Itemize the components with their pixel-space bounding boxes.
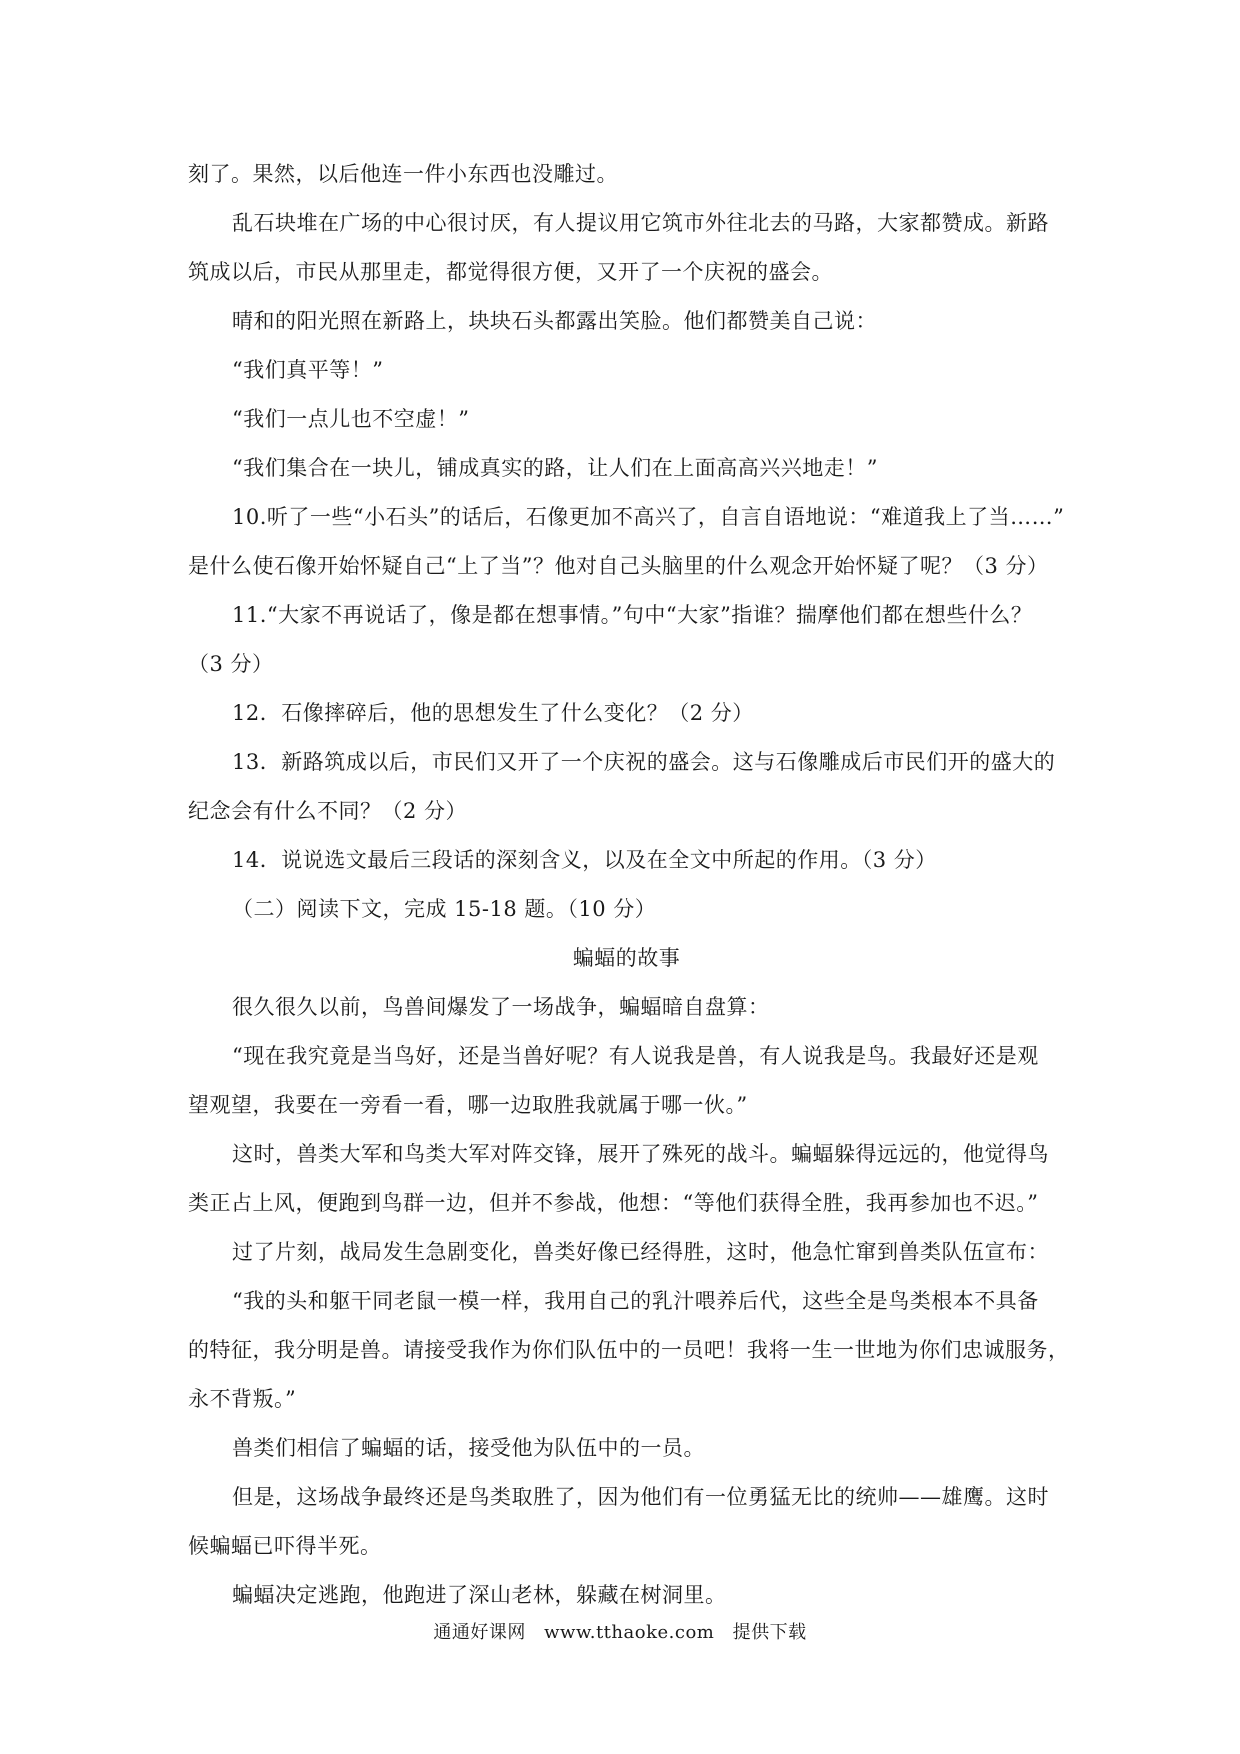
text-line: 蝙蝠决定逃跑，他跑进了深山老林，躲藏在树洞里。: [232, 1583, 727, 1607]
quote-line: “我们一点儿也不空虚！”: [232, 407, 470, 431]
text-line: 兽类们相信了蝙蝠的话，接受他为队伍中的一员。: [232, 1436, 705, 1460]
quote-line: “我的头和躯干同老鼠一模一样，我用自己的乳汁喂养后代，这些全是鸟类根本不具备: [232, 1289, 1039, 1313]
question-10-continued: 是什么使石像开始怀疑自己“上了当”？他对自己头脑里的什么观念开始怀疑了呢？（3 分）: [188, 554, 1049, 578]
quote-line: “我们集合在一块儿，铺成真实的路，让人们在上面高高兴兴地走！”: [232, 456, 878, 480]
question-11-continued: （3 分）: [188, 652, 274, 676]
text-line: 乱石块堆在广场的中心很讨厌，有人提议用它筑市外往北去的马路，大家都赞成。新路: [232, 211, 1049, 235]
footer-suffix: 提供下载: [732, 1622, 807, 1643]
question-10: 10.听了一些“小石头”的话后，石像更加不高兴了，自言自语地说：“难道我上了当……”: [232, 505, 1065, 529]
quote-line: “现在我究竟是当鸟好，还是当兽好呢？有人说我是兽，有人说我是鸟。我最好还是观: [232, 1044, 1039, 1068]
section-heading: （二）阅读下文，完成 15-18 题。（10 分）: [232, 897, 657, 921]
text-line: 刻了。果然，以后他连一件小东西也没雕过。: [188, 162, 618, 186]
text-line: 晴和的阳光照在新路上，块块石头都露出笑脸。他们都赞美自己说：: [232, 309, 877, 333]
text-line: 这时，兽类大军和鸟类大军对阵交锋，展开了殊死的战斗。蝙蝠躲得远远的，他觉得鸟: [232, 1142, 1049, 1166]
page-footer: [0, 1618, 1240, 1644]
text-line: 过了片刻，战局发生急剧变化，兽类好像已经得胜，这时，他急忙窜到兽类队伍宣布：: [232, 1240, 1049, 1264]
text-line: 永不背叛。”: [188, 1387, 297, 1411]
text-line: 望观望，我要在一旁看一看，哪一边取胜我就属于哪一伙。”: [188, 1093, 748, 1117]
text-line: 类正占上风，便跑到鸟群一边，但并不参战，他想：“等他们获得全胜，我再参加也不迟。”: [188, 1191, 1039, 1215]
text-line: 但是，这场战争最终还是鸟类取胜了，因为他们有一位勇猛无比的统帅——雄鹰。这时: [232, 1485, 1049, 1509]
text-line: 候蝙蝠已吓得半死。: [188, 1534, 382, 1558]
question-13-continued: 纪念会有什么不同？（2 分）: [188, 799, 468, 823]
question-14: 14．说说选文最后三段话的深刻含义，以及在全文中所起的作用。（3 分）: [232, 848, 937, 872]
question-11: 11.“大家不再说话了，像是都在想事情。”句中“大家”指谁？揣摩他们都在想些什么？: [232, 603, 1033, 627]
text-line: 的特征，我分明是兽。请接受我作为你们队伍中的一员吧！我将一生一世地为你们忠诚服务，: [188, 1338, 1070, 1362]
footer-url: www.tthaoke.com: [544, 1622, 715, 1643]
text-line: 很久很久以前，鸟兽间爆发了一场战争，蝙蝠暗自盘算：: [232, 995, 770, 1019]
document-body: [188, 150, 1070, 1620]
footer-site-name: 通通好课网: [433, 1622, 526, 1643]
text-line: 筑成以后，市民从那里走，都觉得很方便，又开了一个庆祝的盛会。: [188, 260, 833, 284]
passage-title: 蝙蝠的故事: [572, 946, 681, 970]
question-12: 12．石像摔碎后，他的思想发生了什么变化？（2 分）: [232, 701, 754, 725]
quote-line: “我们真平等！”: [232, 358, 384, 382]
question-13: 13．新路筑成以后，市民们又开了一个庆祝的盛会。这与石像雕成后市民们开的盛大的: [232, 750, 1056, 774]
